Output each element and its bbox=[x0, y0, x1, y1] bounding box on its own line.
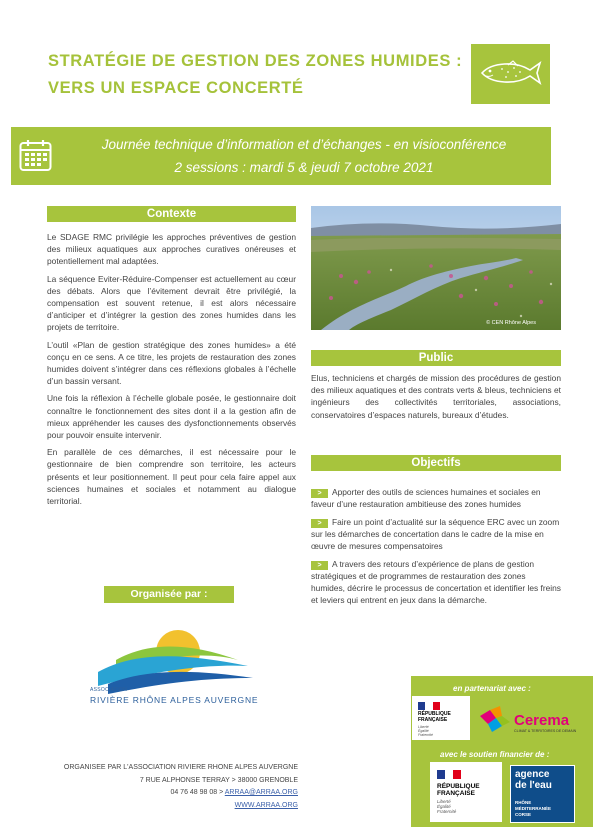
agence-line: MÉDITERRANÉE bbox=[515, 806, 552, 811]
agence-line: agence bbox=[515, 769, 550, 780]
contexte-paragraph: Le SDAGE RMC privilégie les approches préventives de gestion des milieux aquatiques aux approches curatives onéreuses et potentiellement mal adaptées. bbox=[47, 232, 296, 267]
contexte-paragraph: L’outil «Plan de gestion stratégique des zones humides» a été conçu en ce sens. A ce titre, les projets de restauration des zones humides doivent s’intégrer dans ces réflexions globales à l’échelle d’un bassin versant. bbox=[47, 339, 296, 387]
agence-de-leau-logo bbox=[510, 765, 575, 823]
fish-icon bbox=[478, 58, 544, 88]
contact-line bbox=[58, 787, 298, 800]
objectif-text: Faire un point d’actualité sur la séquence ERC avec un zoom sur les démarches de concertation dans le cadre de la mise en œuvre de mesures compensatoires bbox=[311, 517, 560, 551]
address-line: 7 RUE ALPHONSE TERRAY > 38000 GRENOBLE bbox=[139, 776, 298, 784]
partner-label: en partenariat avec : bbox=[453, 684, 531, 693]
rf-name: RÉPUBLIQUE FRANÇAISE bbox=[437, 783, 480, 797]
logo-association-label: ASSOCIATION bbox=[90, 687, 128, 693]
french-flag-icon bbox=[437, 770, 461, 779]
arrow-icon: > bbox=[311, 489, 328, 498]
banner-dates: 2 sessions : mardi 5 & jeudi 7 octobre 2021 bbox=[174, 160, 434, 175]
event-banner bbox=[11, 127, 551, 185]
email-link[interactable]: ARRAA@ARRAA.ORG bbox=[224, 789, 298, 796]
page-title bbox=[48, 48, 468, 102]
republique-francaise-logo bbox=[412, 696, 470, 740]
banner-subtitle: Journée technique d’information et d’échanges - en visioconférence bbox=[101, 137, 507, 152]
logo-association-name: RIVIÈRE RHÔNE ALPES AUVERGNE bbox=[90, 695, 259, 705]
contexte-heading: Contexte bbox=[47, 206, 296, 222]
objectif-text: Apporter des outils de sciences humaines et sociales en faveur d’une restauration ambitieuse des zones humides bbox=[311, 487, 541, 509]
agence-line: RHÔNE bbox=[515, 800, 532, 805]
rf-motto: Liberté Égalité Fraternité bbox=[418, 725, 433, 737]
public-heading: Public bbox=[311, 350, 561, 366]
rf-motto: Liberté Égalité Fraternité bbox=[437, 799, 457, 814]
contexte-text bbox=[47, 231, 296, 512]
objectifs-list bbox=[311, 486, 561, 612]
french-flag-icon bbox=[418, 702, 440, 710]
list-item bbox=[311, 486, 561, 510]
public-text: Elus, techniciens et chargés de mission des procédures de gestion des milieux aquatiques et des contrats verts & bleus, techniciens et ingénieurs des collectivités territoriales, associations, conservatoires d’espaces naturels, bureaux d’études. bbox=[311, 373, 561, 420]
objectifs-heading: Objectifs bbox=[311, 455, 561, 471]
cerema-tagline: CLIMAT & TERRITOIRES DE DEMAIN bbox=[514, 729, 577, 733]
arrow-icon: > bbox=[311, 519, 328, 528]
fish-badge bbox=[471, 44, 550, 104]
list-item bbox=[311, 516, 561, 552]
website-line bbox=[58, 800, 298, 813]
rf-name: RÉPUBLIQUE FRANÇAISE bbox=[418, 711, 451, 723]
title-line-2: VERS UN ESPACE CONCERTÉ bbox=[48, 79, 304, 97]
organiser-heading: Organisée par : bbox=[104, 586, 234, 603]
contexte-paragraph: La séquence Eviter-Réduire-Compenser est actuellement au cœur des débats. Alors que l’évitement devrait être privilégié, la compensation est souvent retenue, il est alors nécessaire d’anticiper et d’intégrer la gestion des zones humides dans les projets de territoire. bbox=[47, 273, 296, 333]
contexte-paragraph: En parallèle de ces démarches, il est nécessaire pour le gestionnaire de bien comprendre son territoire, les acteurs présents et leur positionnement. Il peut pour cela faire appel aux sciences humaines et sociales et notamment au dialogue territorial. bbox=[47, 447, 296, 507]
funding-label: avec le soutien financier de : bbox=[440, 750, 550, 759]
contexte-paragraph: Une fois la réflexion à l’échelle globale posée, le gestionnaire doit connaître le fonctionnement des sites dont il a la gestion afin de mieux appréhender les causes des dysfonctionnements observés pour pouvoir ensuite intervenir. bbox=[47, 393, 296, 441]
organiser-address bbox=[58, 762, 298, 812]
agence-line: de l'eau bbox=[515, 780, 552, 791]
list-item bbox=[311, 558, 561, 606]
wetland-photo bbox=[311, 206, 561, 330]
arrow-icon: > bbox=[311, 561, 328, 570]
calendar-icon bbox=[19, 139, 52, 172]
cerema-name: Cerema bbox=[514, 712, 570, 729]
agence-line: CORSE bbox=[515, 812, 532, 817]
phone-number: 04 76 48 98 08 > bbox=[170, 789, 225, 796]
photo-credit: © CEN Rhône Alpes bbox=[486, 320, 536, 326]
republique-francaise-logo-2 bbox=[430, 762, 502, 822]
objectif-text: A travers des retours d’expérience de plans de gestion stratégiques et de programmes de restauration des zones humides, décrire le processus de concertation et identifier les freins et leviers qui entrent en jeux dans la démarche. bbox=[311, 559, 561, 605]
title-line-1: STRATÉGIE DE GESTION DES ZONES HUMIDES : bbox=[48, 52, 463, 70]
website-link[interactable]: WWW.ARRAA.ORG bbox=[234, 801, 298, 809]
address-line: ORGANISEE PAR L'ASSOCIATION RIVIERE RHONE ALPES AUVERGNE bbox=[63, 764, 298, 771]
